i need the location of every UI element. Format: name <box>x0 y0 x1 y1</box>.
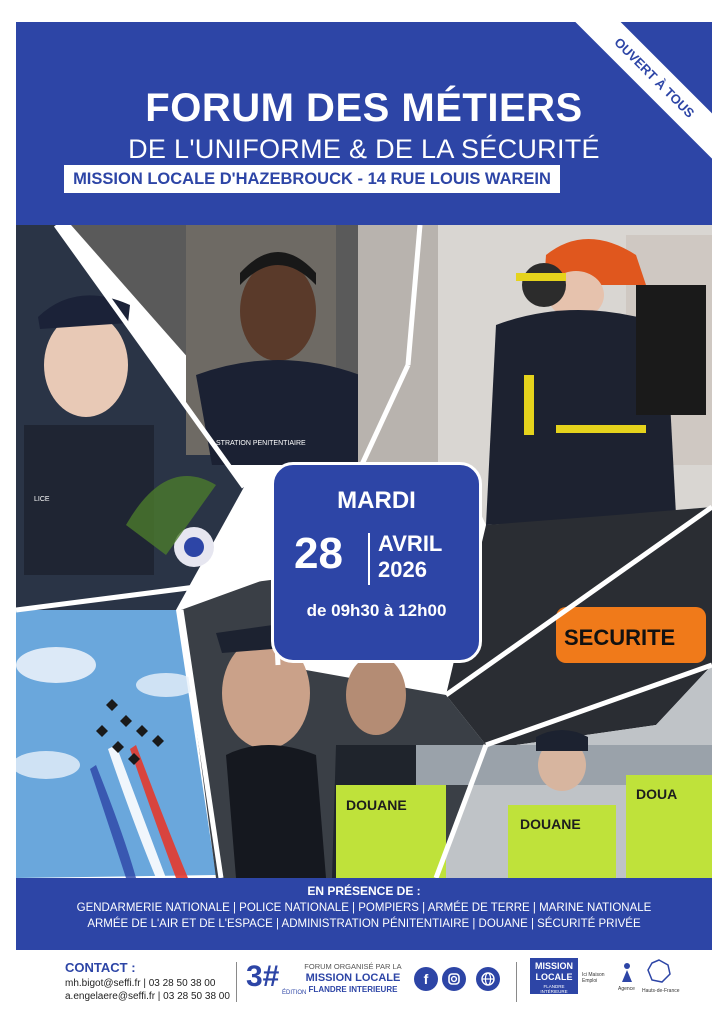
footer-divider <box>236 962 237 1002</box>
contact-line-2[interactable]: a.engelaere@seffi.fr | 03 28 50 38 00 <box>65 991 230 1002</box>
poster <box>16 22 712 1012</box>
presence-list-line-2: ARMÉE DE L'AIR ET DE L'ESPACE | ADMINISTRATION PÉNITENTIAIRE | DOUANE | SÉCURITÉ PRIVÉE <box>87 918 641 930</box>
prison-badge-text: STRATION PENITENTIAIRE <box>216 440 306 447</box>
open-to-all-ribbon: OUVERT À TOUS <box>558 22 712 174</box>
partner-logo-3: Hauts-de-France <box>642 988 680 994</box>
date-divider <box>368 533 370 585</box>
contact-line-1[interactable]: mh.bigot@seffi.fr | 03 28 50 38 00 <box>65 978 216 989</box>
title: FORUM DES MÉTIERS <box>145 86 583 130</box>
event-date-number: 28 <box>294 529 343 578</box>
event-time: de 09h30 à 12h00 <box>306 601 447 620</box>
event-year: 2026 <box>378 557 427 582</box>
organizer-name: MISSION LOCALE <box>305 972 401 984</box>
globe-icon[interactable] <box>476 967 500 991</box>
event-date-panel <box>271 462 482 663</box>
facebook-icon[interactable]: f <box>414 967 438 991</box>
customs-vest-text-2: DOUANE <box>520 816 581 832</box>
contact-label: CONTACT : <box>65 960 136 975</box>
police-patch-text: LICE <box>34 496 50 503</box>
partner-logo-1: Ici Maison Emploi <box>582 972 605 984</box>
presence-band <box>16 878 712 950</box>
mission-locale-logo <box>530 958 578 994</box>
edition-number: 3# <box>246 960 280 993</box>
footer <box>16 950 712 1012</box>
organizer-region: FLANDRE INTERIEURE <box>308 985 398 994</box>
security-armband-text: SECURITE <box>564 625 676 650</box>
edition-label: ÉDITION <box>282 990 307 996</box>
ml-logo-line-2: LOCALE <box>535 972 573 982</box>
organizer-intro: FORUM ORGANISÉ PAR LA <box>304 962 402 971</box>
ml-logo-line-3: FLANDRE INTÉRIEURE <box>540 984 568 994</box>
subtitle: DE L'UNIFORME & DE LA SÉCURITÉ <box>128 134 600 164</box>
event-month: AVRIL <box>378 531 443 556</box>
partner-logo-2: Agence <box>618 986 635 992</box>
ml-logo-line-1: MISSION <box>534 961 573 971</box>
partner-figure-icon <box>620 962 634 982</box>
customs-vest-text-3: DOUA <box>636 786 678 802</box>
location-banner: MISSION LOCALE D'HAZEBROUCK - 14 RUE LOUIS WAREIN <box>64 165 560 193</box>
header-band <box>16 22 712 225</box>
france-map-icon <box>646 958 672 984</box>
presence-title: EN PRÉSENCE DE : <box>307 884 421 898</box>
footer-divider <box>516 962 517 1002</box>
presence-list-line-1: GENDARMERIE NATIONALE | POLICE NATIONALE | POMPIERS | ARMÉE DE TERRE | MARINE NATIONALE <box>76 902 652 914</box>
customs-vest-text-1: DOUANE <box>346 797 407 813</box>
event-day: MARDI <box>337 487 416 514</box>
instagram-icon[interactable] <box>442 967 466 991</box>
